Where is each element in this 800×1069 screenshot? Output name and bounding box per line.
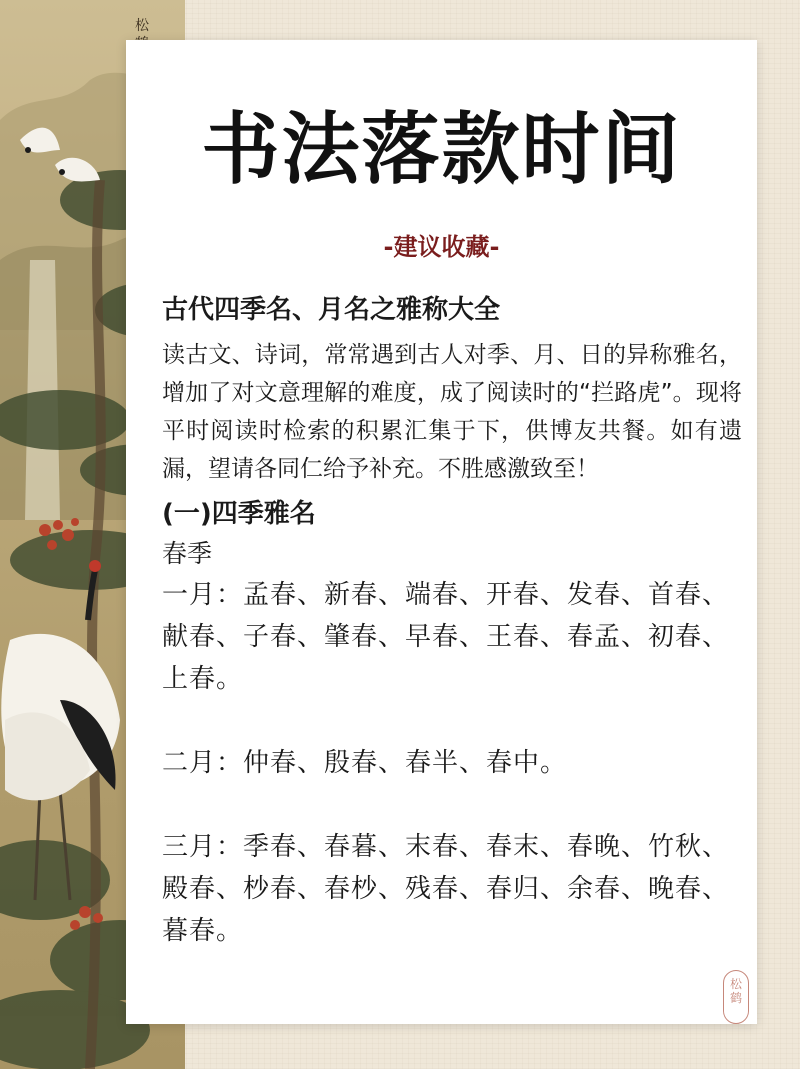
article-body xyxy=(162,292,742,952)
seal-character: 松 xyxy=(729,977,742,991)
season-section-heading: (一)四季雅名 xyxy=(162,499,316,529)
section-heading: 古代四季名、月名之雅称大全 xyxy=(162,295,501,325)
page-title: 书法落款时间 xyxy=(201,104,682,195)
intro-paragraph: 读古文、诗词，常常遇到古人对季、月、日的异称雅名，增加了对文意理解的难度，成了阅读时的“拦路虎”。现将平时阅读时检索的积累汇集于下，供博友共餐。如有遗漏，望请各同仁给予补充。不胜感激致至！ xyxy=(162,342,742,482)
season-label: 春季 xyxy=(162,539,213,568)
content-card xyxy=(126,40,757,1024)
page-subtitle: -建议收藏- xyxy=(383,233,500,261)
month-entry-1: 一月：孟春、新春、端春、开春、发春、首春、献春、子春、肇春、早春、王春、春孟、初春、上春。 xyxy=(162,580,730,694)
month-entry-3: 三月：季春、春暮、末春、春末、春晚、竹秋、殿春、杪春、春杪、残春、春归、余春、晚春、暮春。 xyxy=(162,832,730,946)
svg-text:松: 松 xyxy=(135,18,149,34)
seal-stamp xyxy=(723,970,749,1024)
month-entry-2: 二月：仲春、殷春、春半、春中。 xyxy=(162,748,568,778)
seal-character: 鹤 xyxy=(729,991,742,1005)
